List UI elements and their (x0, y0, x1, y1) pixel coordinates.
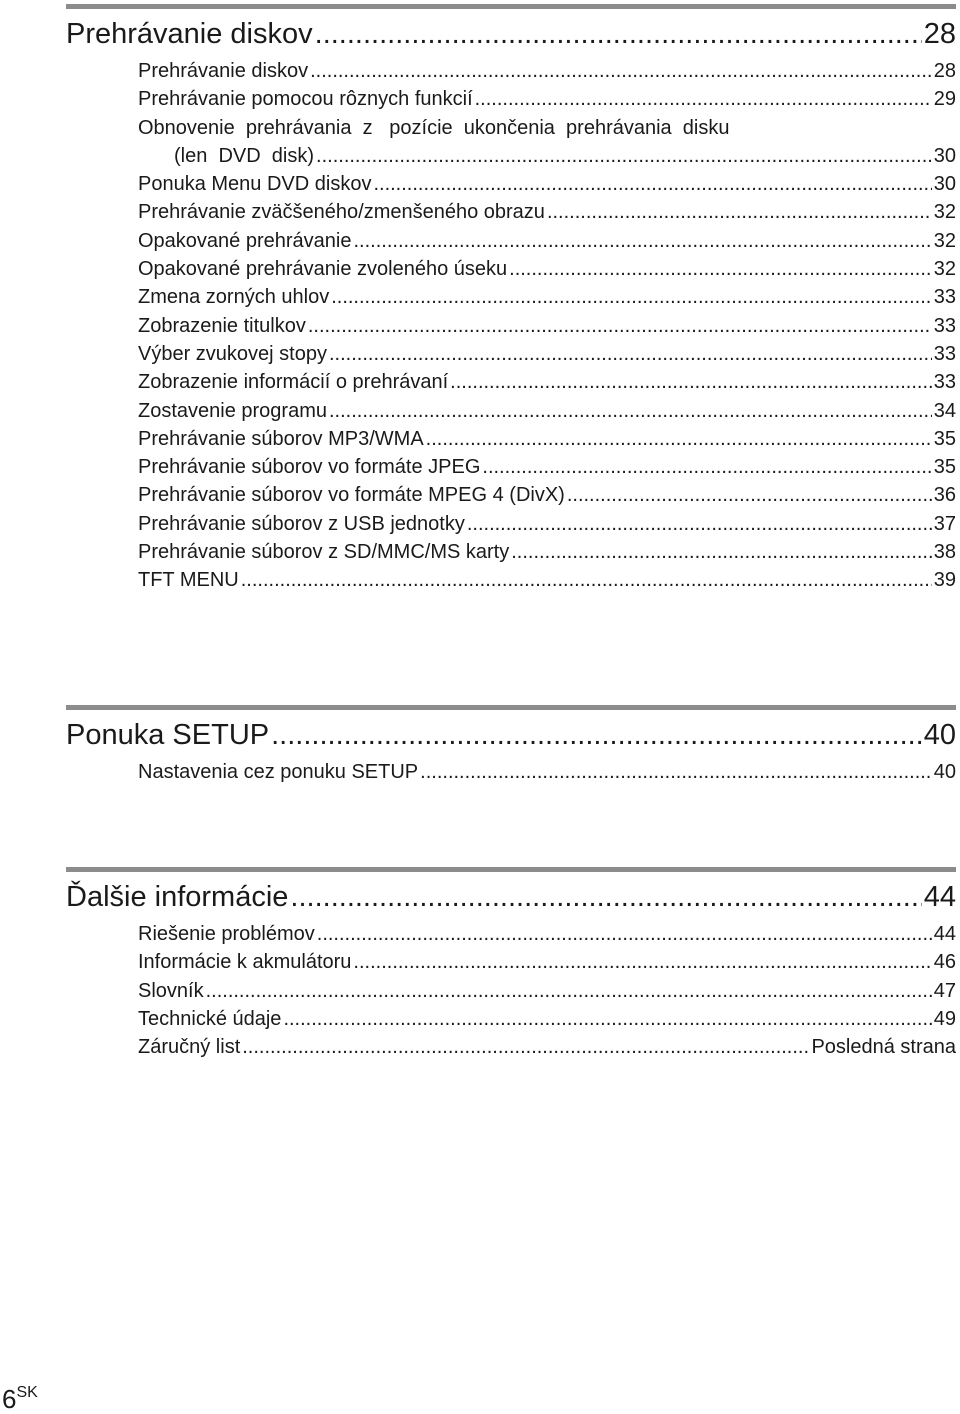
toc-entry-label: Prehrávanie súborov z USB jednotky (138, 512, 465, 535)
toc-entry-page: 37 (933, 512, 956, 535)
toc-entry-label: Informácie k akmulátoru (138, 951, 352, 974)
toc-entry-label: Opakované prehrávanie (138, 229, 352, 252)
section-page-number: 40 (923, 719, 956, 751)
toc-entry-wrapped-line[interactable] (138, 114, 956, 142)
toc-entry-label: Technické údaje (138, 1007, 282, 1030)
toc-entry-label: Zobrazenie informácií o prehrávaní (138, 371, 449, 394)
toc-entry[interactable] (138, 227, 956, 255)
toc-entry-page: 32 (933, 229, 956, 252)
section-divider (66, 705, 956, 710)
toc-entry[interactable] (138, 397, 956, 425)
leader-dots (290, 880, 921, 914)
toc-entry-page: 33 (933, 371, 956, 394)
leader-dots (331, 283, 932, 311)
toc-entry-label: Zostavenie programu (138, 399, 327, 422)
toc-entry-page: 46 (933, 951, 956, 974)
toc-entry-label: Ponuka Menu DVD diskov (138, 173, 372, 196)
toc-entry-page: 40 (933, 761, 956, 783)
toc-entry[interactable] (138, 170, 956, 198)
section-divider (66, 867, 956, 872)
leader-dots (482, 453, 931, 481)
toc-entry-label: Prehrávanie zväčšeného/zmenšeného obrazu (138, 201, 545, 224)
section-divider (66, 4, 956, 9)
toc-entry-label: Záručný list (138, 1036, 241, 1059)
leader-dots (547, 198, 932, 226)
toc-entry[interactable] (138, 1033, 956, 1061)
toc-entry[interactable] (174, 142, 956, 170)
leader-dots (308, 312, 932, 340)
toc-entry-label: Slovník (138, 979, 204, 1002)
toc-entry-page: 49 (933, 1007, 956, 1030)
leader-dots (511, 538, 932, 566)
leader-dots (475, 85, 932, 113)
section-title: Ponuka SETUP (66, 719, 270, 751)
toc-entry-page: 33 (933, 342, 956, 365)
toc-entry-page: 34 (933, 399, 956, 422)
toc-entry-page: 33 (933, 314, 956, 337)
toc-entry[interactable] (138, 198, 956, 226)
toc-entry-label: Zobrazenie titulkov (138, 314, 306, 337)
leader-dots (467, 510, 932, 538)
toc-entry-page: Posledná strana (811, 1036, 956, 1059)
toc-entry-page: 28 (933, 60, 956, 82)
toc-entry-page: 38 (933, 541, 956, 564)
toc-entry[interactable] (138, 538, 956, 566)
language-code: SK (16, 1384, 38, 1401)
leader-dots (329, 397, 932, 425)
toc-entry[interactable] (138, 758, 956, 786)
toc-entry-page: 35 (933, 427, 956, 450)
leader-dots (353, 227, 931, 255)
section-title: Ďalšie informácie (66, 881, 289, 913)
toc-entry[interactable] (138, 948, 956, 976)
toc-entry-page: 44 (933, 923, 956, 945)
toc-entry-page: 30 (933, 173, 956, 196)
toc-entry[interactable] (138, 425, 956, 453)
toc-entry-label: (len DVD disk) (174, 144, 315, 167)
toc-entry[interactable] (138, 566, 956, 594)
toc-entry[interactable] (138, 920, 956, 948)
leader-dots (271, 718, 922, 752)
toc-entry-label: Prehrávanie súborov MP3/WMA (138, 427, 424, 450)
toc-entry-page: 29 (933, 88, 956, 111)
toc-entry[interactable] (138, 368, 956, 396)
toc-entry-label: Prehrávanie súborov vo formáte JPEG (138, 456, 481, 479)
leader-dots (567, 481, 932, 509)
toc-entry-label: Prehrávanie súborov vo formáte MPEG 4 (DivX) (138, 484, 565, 507)
leader-dots (426, 425, 932, 453)
toc-section-more-info (66, 867, 956, 1061)
toc-entry-label: TFT MENU (138, 569, 239, 592)
toc-entry-page: 47 (933, 979, 956, 1002)
page-number: 6 (2, 1384, 17, 1414)
toc-entry-page: 36 (933, 484, 956, 507)
section-heading[interactable] (66, 718, 956, 752)
toc-entry-label: Riešenie problémov (138, 923, 315, 945)
toc-entry-label: Prehrávanie pomocou rôznych funkcií (138, 88, 473, 111)
toc-entry-label: Nastavenia cez ponuku SETUP (138, 761, 419, 783)
leader-dots (353, 948, 931, 976)
toc-entry[interactable] (138, 481, 956, 509)
leader-dots (241, 566, 932, 594)
section-heading[interactable] (66, 17, 956, 51)
toc-entry-page: 33 (933, 286, 956, 309)
toc-entry[interactable] (138, 1005, 956, 1033)
leader-dots (420, 758, 932, 786)
leader-dots (283, 1005, 931, 1033)
leader-dots (329, 340, 932, 368)
section-page-number: 28 (923, 18, 956, 50)
toc-entry[interactable] (138, 453, 956, 481)
toc-entry[interactable] (138, 510, 956, 538)
toc-entry[interactable] (138, 340, 956, 368)
section-page-number: 44 (923, 881, 956, 913)
section-heading[interactable] (66, 880, 956, 914)
toc-entry-page: 32 (933, 201, 956, 224)
toc-entry[interactable] (138, 85, 956, 113)
toc-entry[interactable] (138, 255, 956, 283)
section-title: Prehrávanie diskov (66, 18, 313, 50)
page-number-footer (2, 1378, 38, 1414)
toc-entry-label: Obnovenie prehrávania z pozície ukončenia prehrávania disku (138, 116, 730, 139)
toc-entry-label: Prehrávanie diskov (138, 60, 309, 82)
leader-dots (373, 170, 931, 198)
leader-dots (450, 368, 932, 396)
leader-dots (206, 977, 932, 1005)
leader-dots (242, 1033, 809, 1061)
toc-entry-label: Výber zvukovej stopy (138, 342, 327, 365)
leader-dots (317, 920, 932, 948)
toc-entry[interactable] (138, 977, 956, 1005)
leader-dots (509, 255, 932, 283)
toc-entry-label: Prehrávanie súborov z SD/MMC/MS karty (138, 541, 510, 564)
toc-entry-page: 39 (933, 569, 956, 592)
toc-section-setup (66, 705, 956, 786)
toc-entry[interactable] (138, 283, 956, 311)
toc-entry-page: 32 (933, 258, 956, 281)
toc-entry-page: 35 (933, 456, 956, 479)
leader-dots (315, 17, 922, 51)
toc-section-playback (66, 4, 956, 595)
toc-entry[interactable] (138, 57, 956, 85)
toc-entry-label: Opakované prehrávanie zvoleného úseku (138, 258, 508, 281)
leader-dots (310, 57, 932, 85)
toc-entry-page: 30 (933, 144, 956, 167)
toc-entry[interactable] (138, 312, 956, 340)
toc-entry-label: Zmena zorných uhlov (138, 286, 330, 309)
leader-dots (316, 142, 932, 170)
